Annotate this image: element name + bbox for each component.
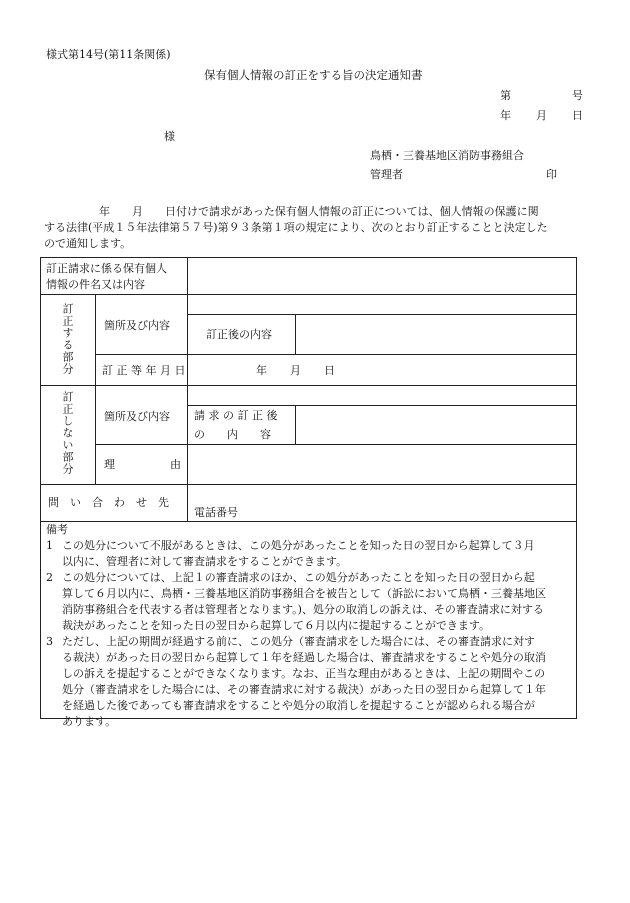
row-line	[40, 484, 577, 485]
note-line: あります。	[62, 715, 117, 728]
row-line	[187, 314, 577, 315]
addressee-suffix: 様	[164, 130, 175, 143]
body-line-1: 年 月 日付けで請求があった保有個人情報の訂正については、個人情報の保護に関	[44, 205, 539, 218]
note-item	[46, 570, 584, 634]
request-subject-label-1: 訂正請求に係る保有個人	[46, 262, 167, 275]
requested-after-label-2: の 内 容	[194, 428, 271, 441]
col-line	[295, 405, 296, 444]
date-year: 年	[500, 109, 511, 122]
number-suffix: 号	[572, 89, 583, 102]
note-line: る裁決）があった日の翌日から起算して１年を経過した場合は、審査請求をすることや処分の取消	[62, 651, 546, 664]
col-line	[187, 257, 188, 521]
notes-section	[46, 522, 584, 730]
note-line: 消防事務組合を代表する者は管理者となります。)、処分の取消しの訴えは、その審査請求に対する	[62, 603, 544, 616]
notes-heading: 備考	[46, 523, 68, 536]
body-paragraph	[44, 204, 584, 252]
row-line	[95, 444, 577, 445]
col-line	[295, 314, 296, 354]
location-content-label: 箇所及び内容	[104, 319, 170, 332]
location-content-label-2: 箇所及び内容	[104, 410, 170, 423]
date-month: 月	[536, 109, 547, 122]
note-item	[46, 634, 584, 730]
corrected-section-label: 訂正する部分	[61, 303, 74, 375]
seal-mark: 印	[546, 168, 557, 181]
date-day: 日	[572, 109, 583, 122]
not-corrected-section-label: 訂正しない部分	[61, 391, 74, 475]
note-number: 2	[46, 571, 53, 584]
note-line: 算して６月以内に、鳥栖・三養基地区消防事務組合を被告として（訴訟において鳥栖・三養基地区	[62, 587, 546, 600]
note-line: 処分（審査請求をした場合には、その審査請求に対する裁決）があった日の翌日から起算して１年	[62, 683, 546, 696]
body-line-3: ので通知します。	[44, 237, 132, 250]
correction-date-label: 訂 正 等 年 月 日	[102, 364, 186, 377]
reason-label: 理 由	[104, 458, 181, 471]
row-line	[187, 405, 577, 406]
number-prefix: 第	[500, 89, 511, 102]
correction-date-month: 月	[290, 364, 301, 377]
row-line	[40, 294, 577, 295]
organization-name: 鳥栖・三養基地区消防事務組合	[370, 149, 524, 162]
note-line: 裁決があったことを知った日の翌日から起算して６月以内に提起することができます。	[62, 619, 491, 632]
page-title: 保有個人情報の訂正をする旨の決定通知書	[204, 68, 423, 82]
note-item	[46, 538, 584, 570]
after-correction-label: 訂正後の内容	[206, 328, 272, 341]
note-line: この処分については、上記１の審査請求のほか、この処分があったことを知った日の翌日から起	[62, 571, 535, 584]
note-line: 以内に、管理者に対して審査請求をすることができます。	[62, 555, 348, 568]
note-line: この処分について不服があるときは、この処分があったことを知った日の翌日から起算して３月	[62, 539, 535, 552]
manager-label: 管理者	[370, 168, 403, 181]
correction-date-year: 年	[256, 364, 267, 377]
body-line-2: する法律(平成１５年法律第５７号)第９３条第１項の規定により、次のとおり訂正することと決定した	[44, 221, 548, 234]
correction-date-day: 日	[324, 364, 335, 377]
inquiry-label: 問 い 合 わ せ 先	[48, 496, 169, 509]
note-line: を経過した後であっても審査請求をすることや処分の取消しを提起することが認められる場合が	[62, 699, 535, 712]
note-line: しの訴えを提起することができなくなります。なお、正当な理由があるときは、上記の期間やこの	[62, 667, 546, 680]
note-line: ただし、上記の期間が経過する前に、この処分（審査請求をした場合には、その審査請求に対す	[62, 635, 535, 648]
request-subject-label-2: 情報の件名又は内容	[46, 278, 145, 291]
col-line	[95, 294, 96, 484]
phone-label: 電話番号	[194, 506, 238, 519]
row-line	[40, 385, 577, 386]
requested-after-label-1: 請 求 の 訂 正 後	[194, 409, 278, 422]
note-number: 3	[46, 635, 53, 648]
row-line	[95, 354, 577, 355]
note-number: 1	[46, 539, 53, 552]
form-number: 様式第14号(第11条関係)	[46, 48, 171, 61]
